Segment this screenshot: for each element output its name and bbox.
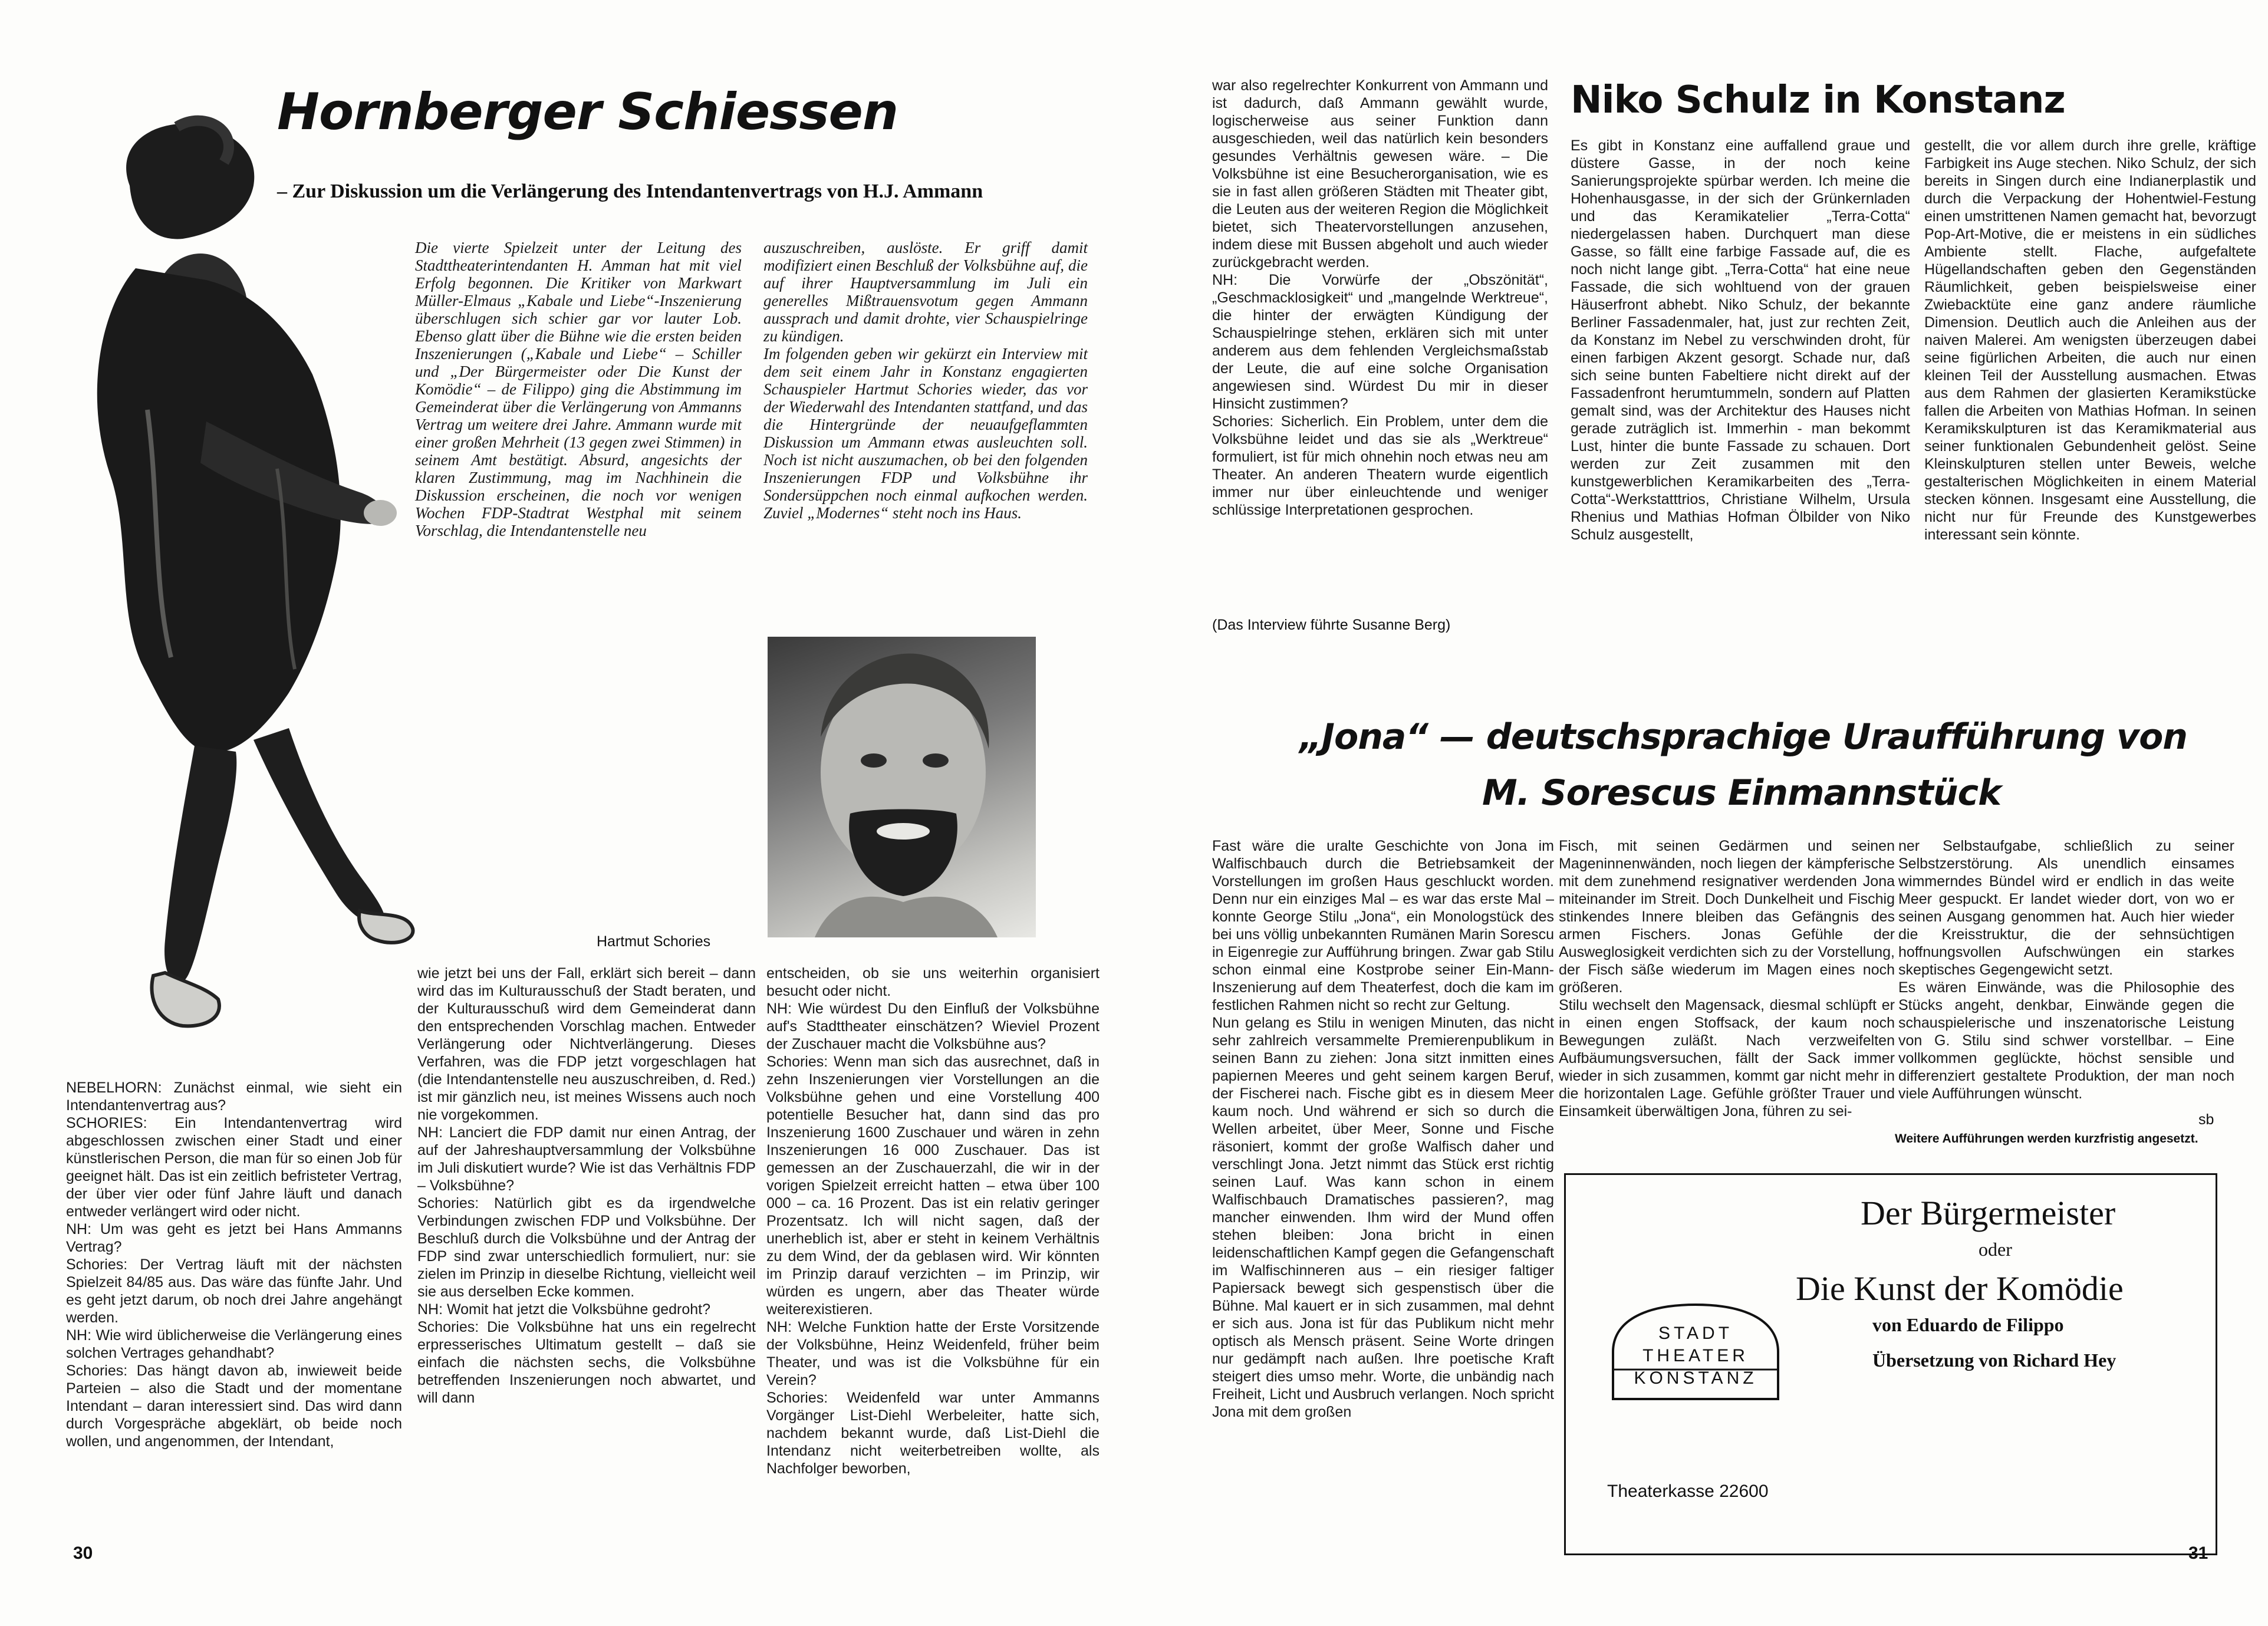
interview-credit: (Das Interview führte Susanne Berg) — [1212, 617, 1451, 633]
portrait-drawing — [768, 637, 1036, 937]
interview-continuation: war also regelrechter Konkurrent von Ammann und ist dadurch, daß Ammann gewählt wurde, logischerweise aus seiner Funktion dann ausgeschieden, weil das natürlich kein besonders gesundes Verhältnis gewesen wäre. – Die Volksbühne ist eine Besucherorganisation, wie es sie in fast allen größeren Städten mit Theater gibt, die Leuten aus der weiteren Region die Möglichkeit bietet, sich Theatervorstellungen anzusehen, indem diese mit Bussen abgeholt und auch wieder zurückgebracht werden. NH: Die Vorwürfe der „Obszönität“, „Geschmacklosigkeit“ und „mangelnde Werktreue“, die hinter der erwägten Kündigung der Schauspielringe stehen, erklären sich mit unter anderem aus dem fehlenden Vergleichsmaßstab der Leute, die auf eine solche Organisation angewiesen sind. Würdest Du mir in dieser Hinsicht zustimmen? Schories: Sicherlich. Ein Problem, unter dem die Volksbühne leidet und das sie als „Werktreue“ formuliert, ist für mich ohnehin noch etwas neu am Theater. An anderen Theatern wurde eigentlich immer nur über einleuchtende und weniger schlüssige Interpretationen gesprochen. — [1212, 77, 1548, 518]
ad-translation: Übersetzung von Richard Hey — [1872, 1349, 2116, 1371]
jona-column-2: Fisch, mit seinen Gedärmen und seinen Mageninnenwänden, noch liegen der kämpferische mit dem zunehmend resignativer werdenden Jona miteinander im Streit. Doch Dunkelheit und Fischig stinkendes Innere bleiben das Gefängnis des armen Fischers. Jonas Gefühle der Ausweglosigkeit verdichten sich zu der Vorstellung, der Fisch säße wiederum im Magen eines noch größeren. Stilu wechselt den Magensack, diesmal schlüpft er in einen engen Stoffsack, der kaum noch Bewegungen zuläßt. Nach verzweifelten Aufbäumungsversuchen, fällt der Sack immer wieder in sich zusammen, kommt gar nicht mehr in die horizontalen Lage. Gefühle größter Trauer und Einsamkeit überwältigen Jona, führen zu sei- — [1559, 838, 1895, 1120]
box-office: Theaterkasse 22600 — [1607, 1482, 1769, 1501]
interview-column-2: wie jetzt bei uns der Fall, erklärt sich bereit – dann wird das im Kulturausschuß der Stadt beraten, und der Kulturausschuß wird dem Gemeinderat dann den entsprechenden Vorschlag machen. Entweder Verlängerung oder Nichtverlängerung. Dieses Verfahren, was die FDP jetzt vorgeschlagen hat (die Intendantenstelle neu auszuschreiben, d. Red.) ist mir gänzlich neu, ist meines Wissens auch noch nie vorgekommen. NH: Lanciert die FDP damit nur einen Antrag, der auf der Jahreshauptversammlung der Volksbühne im Juli diskutiert wurde? Wie ist das Verhältnis FDP – Volksbühne? Schories: Natürlich gibt es da irgendwelche Verbindungen zwischen FDP und Volksbühne. Der Beschluß durch die Volksbühne und der Antrag der FDP sind zwar unterschiedlich formuliert, nur: sie zielen im Prinzip in dieselbe Richtung, vielleicht weil sie aus derselben Ecke kommen. NH: Womit hat jetzt die Volksbühne gedroht? Schories: Die Volksbühne hat uns ein regelrecht erpresserisches Ultimatum gestellt – daß sie einfach die nächsten sechs, die Volksbühne betreffenden Inszenierungen noch abwartet, und will dann — [417, 965, 756, 1406]
intro-column-1: Die vierte Spielzeit unter der Leitung des Stadttheaterintendanten H. Amman hat mit viel Erfolg begonnen. Die Kritiker von Markwart Müller-Elmaus „Kabale und Liebe“-Inszenierung überschlugen sich schier gar vor lauter Lob. Ebenso glatt über die Bühne wie die ersten beiden Inszenierungen („Kabale und Liebe“ – Schiller und „Der Bürgermeister oder Die Kunst der Komödie“ – de Filippo) ging die Abstimmung im Gemeinderat über die Verlängerung von Ammanns Vertrag um weitere drei Jahre. Ammann wurde mit einer großen Mehrheit (13 gegen zwei Stimmen) in seinem Amt bestätigt. Absurd, angesichts der klaren Zustimmung, mag im Nachhinein die Diskussion erscheinen, die noch vor wenigen Wochen FDP-Stadtrat Westphal mit seinem Vorschlag, die Intendantenstelle neu — [415, 239, 742, 539]
ad-oder: oder — [1979, 1239, 2012, 1260]
ad-title: Der Bürgermeister — [1861, 1194, 2116, 1232]
theater-logo — [1607, 1299, 1784, 1423]
intro-column-2: auszuschreiben, auslöste. Er griff damit modifiziert einen Beschluß der Volksbühne auf, die auf ihrer Hauptversammlung im Juli ein generelles Mißtrauensvotum gegen Ammann aussprach und damit drohte, vier Schauspielringe zu kündigen. Im folgenden geben wir gekürzt ein Interview mit dem seit einem Jahr in Konstanz engagierten Schauspieler Hartmut Schories wieder, das vor der Wiederwahl des Intendanten stattfand, und das die Hintergründe der neuaufgeflammten Diskussion um Ammann etwas ausleuchten soll. Noch ist nicht auszumachen, ob bei den folgenden Inszenierungen FDP und Volksbühne ihr Sondersüppchen noch einmal aufkochen werden. Zuviel „Modernes“ steht noch ins Haus. — [763, 239, 1088, 522]
niko-column-1: Es gibt in Konstanz eine auffallend graue und düstere Gasse, in der noch keine Sanierungsprojekte spürbar werden. Ich meine die Hohenhausgasse, in der sich der Grünkernladen und das Keramikatelier „Terra-Cotta“ niedergelassen haben. Durchquert man diese Gasse, so fällt eine farbige Fassade auf, die es noch nicht lange gibt. „Terra-Cotta“ hat eine neue Fassade, die sich wohltuend von der grauen Häuserfront abhebt. Niko Schulz, der bekannte Berliner Fassadenmaler, hat, just zur rechten Zeit, da Konstanz im Nebel zu verschwinden droht, für einen farbigen Akzent gesorgt. Schade nur, daß sich seine bunten Fabeltiere nicht direkt auf der Fassadenfront herumtummeln, sondern auf Platten gemalt sind, was der Architektur des Hauses nicht gerade zuträglich ist. Immerhin - man bekommt Lust, hinter die bunte Fassade zu schauen. Dort werden zur Zeit zusammen mit den kunstgewerblichen Keramikarbeiten des „Terra-Cotta“-Werkstatttrios, Christiane Wilhelm, Ursula Rhenius und Mathias Hofman Ölbilder von Niko Schulz ausgestellt, — [1571, 137, 1910, 543]
jona-author: sb — [2198, 1111, 2214, 1128]
interview-column-3: entscheiden, ob sie uns weiterhin organisiert besucht oder nicht. NH: Wie würdest Du den Einfluß der Volksbühne auf's Stadttheater einschätzen? Wieviel Prozent der Zuschauer macht die Volksbühne aus? Schories: Wenn man sich das ausrechnet, daß in zehn Inszenierungen vier Vorstellungen an die Volksbühne gehen und eine Vorstellung 400 potentielle Besucher hat, dann sind das pro Inszenierung 1600 Zuschauer und wären in zehn Inszenierungen 16 000 Zuschauer. Das ist gemessen an der Zuschauerzahl, die wir in der vorigen Spielzeit erreicht hatten – etwa über 100 000 – ca. 16 Prozent. Das ist ein relativ geringer Prozentsatz. Ich will nicht sagen, daß der unerheblich ist, aber er steht in keinem Verhältnis zu dem Wind, der da geblasen wird. Wir könnten im Prinzip darauf verzichten – im Prinzip, wir würden es ungern, aber das Theater würde weiterexistieren. NH: Welche Funktion hatte der Erste Vorsitzende der Volksbühne, Heinz Weidenfeld, früher beim Theater, und was ist die Volksbühne für ein Verein? Schories: Weidenfeld war unter Ammanns Vorgänger List-Diehl Werbeleiter, hatte sich, nachdem bekannt wurde, daß List-Diehl die Intendanz nicht weiterbetreiben wollte, als Nachfolger beworben, — [766, 965, 1100, 1477]
page-number-left: 30 — [73, 1543, 93, 1563]
photo-caption: Hartmut Schories — [597, 933, 711, 950]
ad-author: von Eduardo de Filippo — [1872, 1314, 2064, 1335]
niko-article-title: Niko Schulz in Konstanz — [1571, 78, 2065, 122]
right-page — [1134, 0, 2268, 1626]
portrait-photo — [768, 637, 1036, 937]
jona-title-line-2: M. Sorescus Einmannstück — [1482, 772, 2001, 814]
dancer-photo — [29, 115, 419, 1058]
jona-title-line-1: „Jona“ — deutschsprachige Uraufführung von — [1299, 716, 2188, 758]
page-number-right: 31 — [2188, 1543, 2208, 1563]
theater-ad — [1564, 1173, 2217, 1555]
article-title: Hornberger Schiessen — [277, 83, 898, 141]
jona-column-1: Fast wäre die uralte Geschichte von Jona im Walfischbauch durch die Betriebsamkeit der Vorstellungen im großen Haus geschluckt worden. Denn nur ein einziges Mal – es war das erste Mal – konnte George Stilu „Jona“, ein Monologstück des bei uns völlig unbekannten Rumänen Marin Sorescu in Eigenregie zur Aufführung bringen. Zwar gab Stilu schon einmal eine Kostprobe seiner Ein-Mann-Inszenierung auf dem Theaterfest, doch die kam im festlichen Rahmen nicht so recht zur Geltung. Nun gelang es Stilu in wenigen Minuten, das nicht sehr zahlreich versammelte Premierenpublikum in seinen Bann zu ziehen: Jona sitzt inmitten eines papiernen Meeres und geht seinem kargen Beruf, der Fischerei nach. Fische gibt es in diesem Meer kaum noch. Und während er sich so durch die Wellen arbeitet, über Meer, Sonne und Fische räsoniert, kommt der große Walfisch daher und verschlingt Jona. Jetzt nimmt das Stück erst richtig seinen Lauf. Was kann schon in einem Walfischbauch Dramatisches passieren?, mag mancher einwenden. Ihm wird der Mund offen stehen bleiben: Jona bricht in einen leidenschaftlichen Kampf gegen die Gefangenschaft im Walfischinneren aus – ein riesiger faltiger Papiersack bewegt sich gespenstisch über die Bühne. Mal kauert er in sich zusammen, mal dehnt er sich aus. Jona ist für das Publikum nicht mehr optisch als Mensch präsent. Seine Worte dringen nur gedämpft nach außen. Ihre poetische Kraft steigert dies umso mehr. Worte, die unbändig nach Freiheit, Licht und Ausbruch verlangen. Noch spricht Jona mit dem großen — [1212, 838, 1554, 1420]
article-subtitle: – Zur Diskussion um die Verlängerung des Intendantenvertrags von H.J. Ammann — [277, 180, 983, 202]
niko-column-2: gestellt, die vor allem durch ihre grelle, kräftige Farbigkeit ins Auge stechen. Niko Schulz, der sich bereits in Singen durch eine Indianerplastik und durch die Verpackung der Hohentwiel-Festung einen umstrittenen Namen gemacht hat, bevorzugt Pop-Art-Motive, die er meistens in ein südliches Ambiente stellt. Flache, aufgefaltete Hügellandschaften geben den Gegenständen Räumlichkeit, geben beispielsweise einer Zwiebacktüte eine ganz andere räumliche Dimension. Deutlich auch die Anleihen aus der naiven Malerei. Am wenigsten überzeugen dabei seine figürlichen Arbeiten, die auch nur einen kleinen Teil der Ausstellung ausmachen. Etwas aus dem Rahmen der glasierten Keramikstücke fallen die Arbeiten von Mathias Hofman. In seinen Keramikskulpturen ist das Keramikmaterial aus seiner funktionalen Gebundenheit gelöst. Seine Kleinskulpturen stellen unter Beweis, welche gestalterischen Möglichkeiten in einem Material stecken können. Insgesamt eine Ausstellung, die nicht nur für Freunde des Kunstgewerbes interessant sein könnte. — [1924, 137, 2256, 543]
interview-column-1: NEBELHORN: Zunächst einmal, wie sieht ein Intendantenvertrag aus? SCHORIES: Ein Intendantenvertrag wird abgeschlossen zwischen einer Stadt und einer künstlerischen Person, die man für so einen Job für geeignet hält. Das ist ein zeitlich befristeter Vertrag, der über vier oder fünf Jahre läuft und danach entweder verlängert wird oder nicht. NH: Um was geht es jetzt bei Hans Ammanns Vertrag? Schories: Der Vertrag läuft mit der nächsten Spielzeit 84/85 aus. Das wäre das fünfte Jahr. Und es geht jetzt darum, ob noch drei Jahre angehängt werden. NH: Wie wird üblicherweise die Verlängerung eines solchen Vertrages gehandhabt? Schories: Das hängt davon ab, inwieweit beide Parteien – also die Stadt und der momentane Intendant – daran interessiert sind. Das wird dann durch Vorgespräche abgeklärt, ob beide noch wollen, und angenommen, der Intendant, — [66, 1079, 402, 1450]
ad-subtitle: Die Kunst der Komödie — [1796, 1269, 2124, 1308]
jona-column-3: ner Selbstaufgabe, schließlich zu seiner Selbstzerstörung. Als unendlich einsames wimmerndes Bündel wird er endlich in das weite Meer gespuckt. Er landet wieder dort, von wo er seinen Ausgang genommen hat. Auch hier wieder die Kreisstruktur, die der sehnsüchtigen hoffnungsvollen Aufschwüngen ein starkes skeptisches Gegengewicht setzt. Es wären Einwände, was die Philosophie des Stücks angeht, denkbar, Einwände gegen die schauspielerische und inszenatorische Leistung von G. Stilu sind schwer vorstellbar. – Eine vollkommen geglückte, höchst sensible und differenziert gestaltete Produktion, der man noch viele Aufführungen wünscht. — [1898, 838, 2234, 1102]
jona-note: Weitere Aufführungen werden kurzfristig angesetzt. — [1895, 1132, 2198, 1146]
theater-logo-text: STADT THEATER KONSTANZ — [1634, 1324, 1757, 1388]
